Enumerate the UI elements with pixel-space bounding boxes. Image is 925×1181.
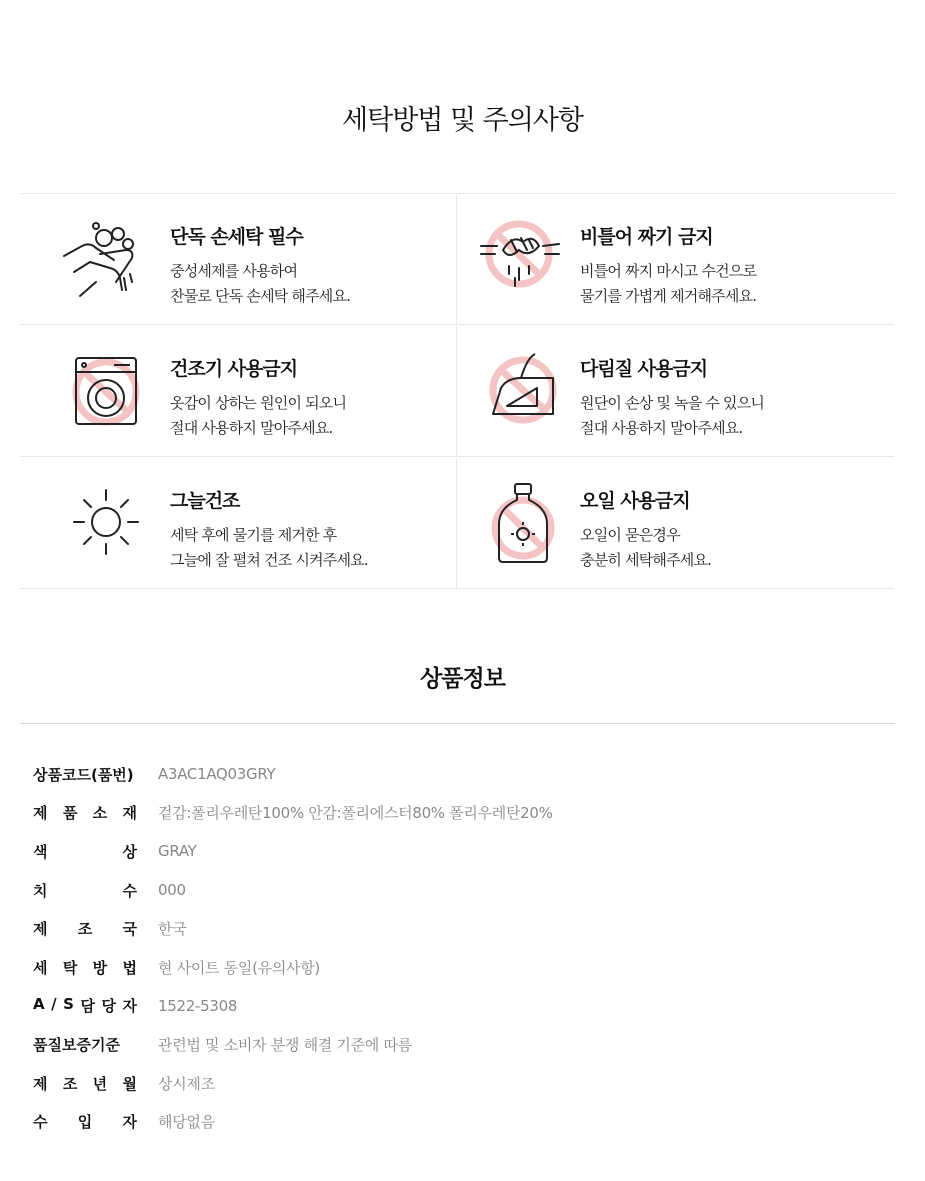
info-row-country (33, 909, 893, 948)
care-item-line: 충분히 세탁해주세요. (580, 551, 712, 569)
care-item-line: 원단이 손상 및 녹을 수 있으니 (580, 394, 765, 412)
care-item-title: 비틀어 짜기 금지 (580, 226, 713, 248)
info-label: 색 상 (33, 842, 137, 861)
care-item-no-dryer (20, 326, 457, 457)
care-item-line: 찬물로 단독 손세탁 해주세요. (170, 287, 351, 305)
info-row-warranty (33, 1025, 893, 1064)
care-item-line: 세탁 후에 물기를 제거한 후 (170, 526, 337, 544)
info-value: 겉감:폴리우레탄100% 안감:폴리에스터80% 폴리우레탄20% (158, 804, 553, 823)
product-info-title: 상품정보 (420, 666, 505, 692)
care-item-line: 중성세제를 사용하여 (170, 262, 298, 280)
care-item-title: 건조기 사용금지 (170, 358, 298, 380)
info-value: 1522-5308 (158, 996, 238, 1015)
info-label: 상품코드(품번) (33, 765, 134, 784)
care-item-shade-dry (20, 458, 457, 589)
info-row-material (33, 794, 893, 833)
care-item-line: 그늘에 잘 펼쳐 건조 시켜주세요. (170, 551, 368, 569)
care-item-line: 절대 사용하지 말아주세요. (170, 419, 333, 437)
care-section-title: 세탁방법 및 주의사항 (342, 105, 583, 136)
info-label: 세 탁 방 법 (33, 958, 137, 977)
care-instructions-grid (20, 193, 895, 591)
care-item-title: 다림질 사용금지 (580, 358, 708, 380)
info-value: 해당없음 (158, 1113, 215, 1132)
info-row-manufacture-date (33, 1064, 893, 1103)
info-value: 000 (158, 881, 186, 900)
care-item-line: 물기를 가볍게 제거해주세요. (580, 287, 757, 305)
info-value: 상시제조 (158, 1074, 215, 1093)
info-row-importer (33, 1102, 893, 1141)
info-label: 치 수 (33, 881, 137, 900)
care-item-hand-wash (20, 194, 457, 325)
info-value: 관련법 및 소비자 분쟁 해결 기준에 따름 (158, 1035, 412, 1054)
no-wring-icon (477, 216, 563, 302)
care-item-no-iron (457, 326, 894, 457)
care-item-no-oil (457, 458, 894, 589)
care-item-line: 오일이 묻은경우 (580, 526, 680, 544)
info-label: 품질보증기준 (33, 1035, 120, 1054)
info-row-color (33, 832, 893, 871)
no-oil-icon (477, 480, 563, 566)
care-item-title: 단독 손세탁 필수 (170, 226, 303, 248)
care-item-title: 오일 사용금지 (580, 490, 690, 512)
divider (20, 723, 895, 724)
no-dryer-icon (60, 348, 146, 434)
sun-shade-icon (60, 480, 146, 566)
hand-wash-icon (60, 216, 146, 302)
info-row-product-code (33, 755, 893, 794)
care-item-no-wring (457, 194, 894, 325)
care-item-line: 비틀어 짜지 마시고 수건으로 (580, 262, 757, 280)
care-item-title: 그늘건조 (170, 490, 240, 512)
info-value: 현 사이트 동일(유의사항) (158, 958, 320, 977)
info-label: 제 조 국 (33, 920, 137, 939)
info-label: A / S 담 당 자 (33, 995, 137, 1016)
no-iron-icon (477, 348, 563, 434)
care-item-line: 절대 사용하지 말아주세요. (580, 419, 743, 437)
info-row-as (33, 987, 893, 1026)
info-label: 제 품 소 재 (33, 804, 137, 823)
info-row-wash (33, 948, 893, 987)
care-item-line: 옷감이 상하는 원인이 되오니 (170, 394, 347, 412)
info-value: GRAY (158, 842, 197, 861)
product-info-table (33, 755, 893, 1141)
info-value: 한국 (158, 920, 187, 939)
info-label: 수 입 자 (33, 1113, 137, 1132)
info-row-size (33, 871, 893, 910)
info-value: A3AC1AQ03GRY (158, 765, 276, 784)
info-label: 제 조 년 월 (33, 1074, 137, 1093)
